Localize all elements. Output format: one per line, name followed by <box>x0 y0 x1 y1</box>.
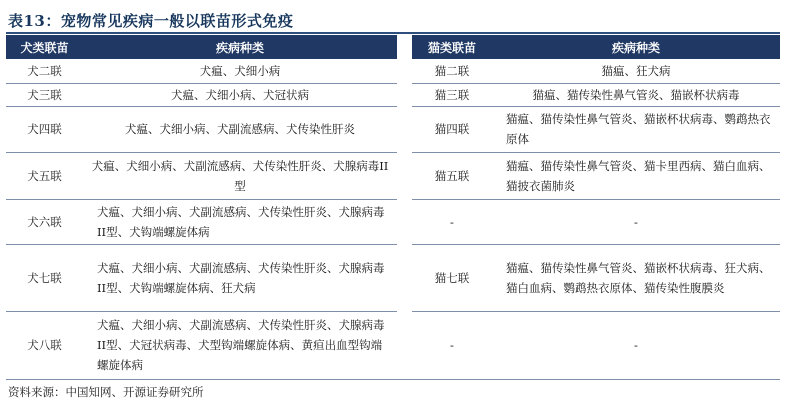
dog-vaccine-cell: 犬七联 <box>6 244 83 311</box>
dog-vaccine-table <box>6 35 397 380</box>
dog-vaccine-cell: 犬三联 <box>6 83 83 106</box>
table-row <box>412 152 780 199</box>
cat-diseases-cell: 猫瘟、猫传染性鼻气管炎、猫嵌杯状病毒、鹦鹉热衣原体 <box>492 106 780 152</box>
cat-diseases-cell: - <box>492 199 780 244</box>
cat-vaccine-cell: - <box>412 311 492 379</box>
cat-diseases-cell: 猫瘟、猫传染性鼻气管炎、猫卡里西病、猫白血病、猫披衣菌肺炎 <box>492 152 780 199</box>
table-row <box>412 106 780 152</box>
dog-diseases-cell: 犬瘟、犬细小病、犬副流感病、犬传染性肝炎、犬腺病毒II型、犬冠状病毒、犬型钩端螺旋体病、黄疸出血型钩端螺旋体病 <box>83 311 397 379</box>
header-cat-diseases: 疾病种类 <box>492 35 780 59</box>
table-header-row <box>6 35 397 59</box>
cat-vaccine-cell: 猫二联 <box>412 59 492 83</box>
dog-vaccine-cell: 犬五联 <box>6 152 83 199</box>
dog-diseases-cell: 犬瘟、犬细小病、犬副流感病、犬传染性肝炎、犬腺病毒II型 <box>83 152 397 199</box>
table-row <box>6 106 397 152</box>
dog-vaccine-cell: 犬八联 <box>6 311 83 379</box>
table-header-row <box>412 35 780 59</box>
cat-vaccine-cell: 猫三联 <box>412 83 492 106</box>
cat-vaccine-cell: - <box>412 199 492 244</box>
table-row <box>6 59 397 83</box>
cat-vaccine-cell: 猫五联 <box>412 152 492 199</box>
table-row <box>412 244 780 311</box>
table-row <box>412 59 780 83</box>
dog-diseases-cell: 犬瘟、犬细小病 <box>83 59 397 83</box>
dog-vaccine-cell: 犬四联 <box>6 106 83 152</box>
bottom-divider <box>6 379 780 380</box>
cat-vaccine-table <box>412 35 780 380</box>
cat-diseases-cell: - <box>492 311 780 379</box>
table-row <box>6 311 397 379</box>
table-title: 表13：宠物常见疾病一般以联苗形式免疫 <box>8 12 294 30</box>
source-note: 资料来源：中国知网、开源证券研究所 <box>8 385 204 399</box>
header-dog-diseases: 疾病种类 <box>83 35 397 59</box>
cat-diseases-cell: 猫瘟、猫传染性鼻气管炎、猫嵌杯状病毒、狂犬病、猫白血病、鹦鹉热衣原体、猫传染性腹膜炎 <box>492 244 780 311</box>
dog-diseases-cell: 犬瘟、犬细小病、犬副流感病、犬传染性肝炎、犬腺病毒II型、犬钩端螺旋体病 <box>83 199 397 244</box>
header-dog-vaccine: 犬类联苗 <box>6 35 83 59</box>
dog-vaccine-cell: 犬六联 <box>6 199 83 244</box>
dog-diseases-cell: 犬瘟、犬细小病、犬副流感病、犬传染性肝炎 <box>83 106 397 152</box>
title-underline <box>6 32 780 34</box>
dog-diseases-cell: 犬瘟、犬细小病、犬副流感病、犬传染性肝炎、犬腺病毒II型、犬钩端螺旋体病、狂犬病 <box>83 244 397 311</box>
table-row <box>412 199 780 244</box>
table-row <box>412 83 780 106</box>
cat-diseases-cell: 猫瘟、猫传染性鼻气管炎、猫嵌杯状病毒 <box>492 83 780 106</box>
cat-vaccine-cell: 猫四联 <box>412 106 492 152</box>
table-row <box>6 83 397 106</box>
dog-diseases-cell: 犬瘟、犬细小病、犬冠状病 <box>83 83 397 106</box>
cat-vaccine-cell: 猫七联 <box>412 244 492 311</box>
table-row <box>6 244 397 311</box>
table-row <box>6 152 397 199</box>
dog-vaccine-cell: 犬二联 <box>6 59 83 83</box>
table-row <box>412 311 780 379</box>
table-row <box>6 199 397 244</box>
header-cat-vaccine: 猫类联苗 <box>412 35 492 59</box>
cat-diseases-cell: 猫瘟、狂犬病 <box>492 59 780 83</box>
